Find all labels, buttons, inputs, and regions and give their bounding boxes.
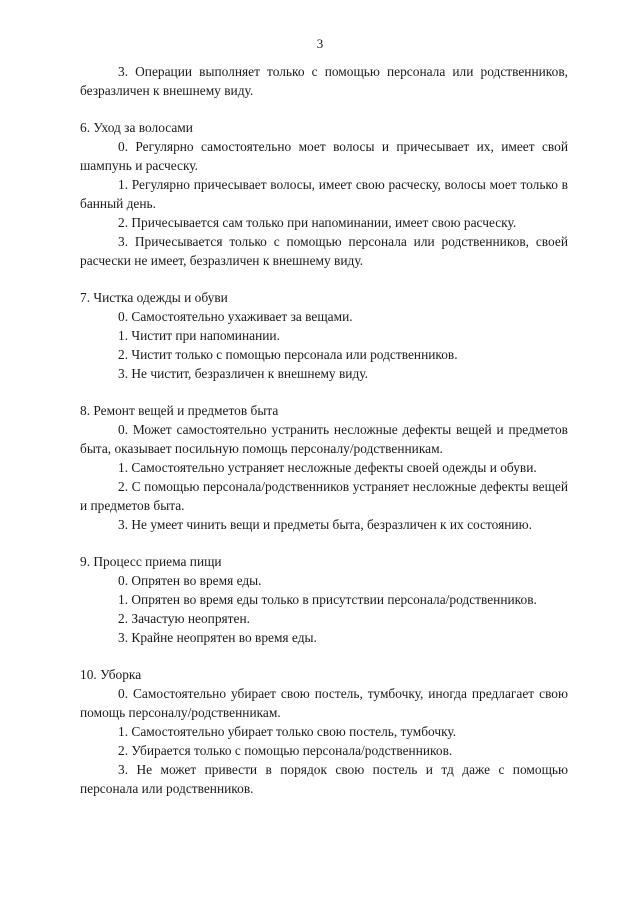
section-heading: 8. Ремонт вещей и предметов быта <box>80 403 279 418</box>
list-item: 3. Не может привести в порядок свою постель и тд даже с помощью персонала или родственников. <box>80 762 568 796</box>
section-eating <box>80 552 568 647</box>
list-item: 3. Не чистит, безразличен к внешнему виду. <box>118 366 368 381</box>
list-item: 2. Убирается только с помощью персонала/родственников. <box>118 743 453 758</box>
section-cleaning <box>80 665 568 798</box>
list-item: 1. Опрятен во время еды только в присутствии персонала/родственников. <box>118 592 537 607</box>
list-item: 0. Регулярно самостоятельно моет волосы и причесывает их, имеет свой шампунь и расческу. <box>80 139 568 173</box>
list-item: 1. Самостоятельно устраняет несложные дефекты своей одежды и обуви. <box>118 460 537 475</box>
list-item: 1. Самостоятельно убирает только свою постель, тумбочку. <box>118 724 457 739</box>
list-item: 3. Операции выполняет только с помощью персонала или родственников, безразличен к внешнему виду. <box>80 64 568 98</box>
section-hygiene-continued <box>80 62 568 100</box>
section-repair <box>80 401 568 534</box>
list-item: 1. Чистит при напоминании. <box>118 328 280 343</box>
page-number: 3 <box>316 36 324 51</box>
list-item: 3. Не умеет чинить вещи и предметы быта, безразличен к их состоянию. <box>118 517 532 532</box>
list-item: 2. С помощью персонала/родственников устраняет несложные дефекты вещей и предметов быта. <box>80 479 568 513</box>
list-item: 1. Регулярно причесывает волосы, имеет свою расческу, волосы моет только в банный день. <box>80 177 568 211</box>
document-body <box>80 62 568 798</box>
section-heading: 10. Уборка <box>80 667 142 682</box>
list-item: 2. Зачастую неопрятен. <box>118 611 250 626</box>
section-heading: 9. Процесс приема пищи <box>80 554 222 569</box>
section-heading: 6. Уход за волосами <box>80 120 193 135</box>
section-clothes-cleaning <box>80 288 568 383</box>
section-heading: 7. Чистка одежды и обуви <box>80 290 228 305</box>
list-item: 0. Может самостоятельно устранить несложные дефекты вещей и предметов быта, оказывает посильную помощь персоналу/родственникам. <box>80 422 568 456</box>
section-hair-care <box>80 118 568 270</box>
list-item: 2. Чистит только с помощью персонала или родственников. <box>118 347 458 362</box>
list-item: 3. Крайне неопрятен во время еды. <box>118 630 317 645</box>
list-item: 3. Причесывается только с помощью персонала или родственников, своей расчески не имеет, безразличен к внешнему виду. <box>80 234 568 268</box>
list-item: 2. Причесывается сам только при напоминании, имеет свою расческу. <box>118 215 517 230</box>
list-item: 0. Опрятен во время еды. <box>118 573 262 588</box>
list-item: 0. Самостоятельно убирает свою постель, тумбочку, иногда предлагает свою помощь персоналу/родственникам. <box>80 686 568 720</box>
list-item: 0. Самостоятельно ухаживает за вещами. <box>118 309 353 324</box>
